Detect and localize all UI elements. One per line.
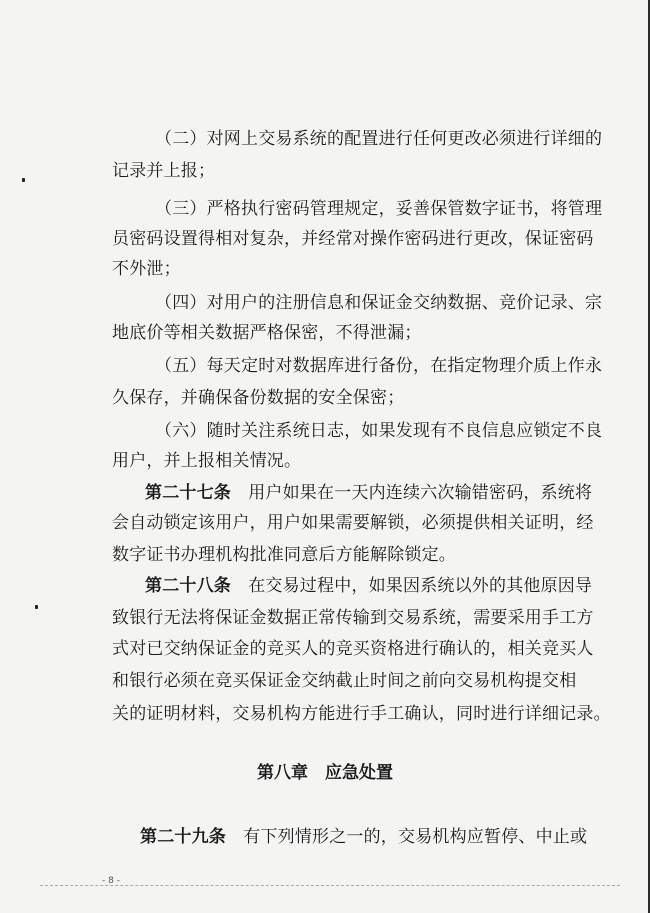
text-line: （六）随时关注系统日志，如果发现有不良信息应锁定不良 xyxy=(155,421,603,441)
text-line: 地底价等相关数据严格保密，不得泄漏； xyxy=(112,323,422,343)
margin-mark xyxy=(22,178,25,182)
text-line: （二）对网上交易系统的配置进行任何更改必须进行详细的 xyxy=(155,129,603,149)
article-27-label: 第二十七条 xyxy=(145,483,231,503)
text-line: 关的证明材料，交易机构方能进行手工确认，同时进行详细记录。 xyxy=(112,704,611,724)
text-line: （四）对用户的注册信息和保证金交纳数据、竞价记录、宗 xyxy=(155,293,603,313)
article-29-text: 有下列情形之一的，交易机构应暂停、中止或 xyxy=(226,827,588,847)
text-line: 记录并上报； xyxy=(112,161,216,181)
page-number: - 8 - xyxy=(102,876,120,886)
text-line: （五）每天定时对数据库进行备份，在指定物理介质上作永 xyxy=(155,356,603,376)
text-line: 不外泄； xyxy=(112,259,181,279)
text-line: 用户，并上报相关情况。 xyxy=(112,451,302,471)
text-line: 久保存，并确保备份数据的安全保密； xyxy=(112,388,405,408)
text-line: 式对已交纳保证金的竞买人的竞买资格进行确认的，相关竞买人 xyxy=(112,639,594,659)
text-line: （三）严格执行密码管理规定，妥善保管数字证书，将管理 xyxy=(155,199,603,219)
chapter-heading: 第八章 应急处置 xyxy=(257,763,393,783)
article-29-label: 第二十九条 xyxy=(140,827,226,847)
text-line: 数字证书办理机构批准同意后方能解除锁定。 xyxy=(112,545,456,565)
article-28-text: 在交易过程中，如果因系统以外的其他原因导 xyxy=(231,576,593,596)
article-27-text: 用户如果在一天内连续六次输错密码，系统将 xyxy=(231,483,593,503)
article-28-line xyxy=(145,575,592,597)
footer-divider xyxy=(40,885,620,887)
text-line: 和银行必须在竞买保证金交纳截止时间之前向交易机构提交相 xyxy=(112,671,577,691)
article-29-line xyxy=(140,826,587,848)
article-27-line xyxy=(145,482,592,504)
text-line: 致银行无法将保证金数据正常传输到交易系统，需要采用手工方 xyxy=(112,608,594,628)
margin-mark xyxy=(35,605,38,609)
text-line: 会自动锁定该用户，用户如果需要解锁，必须提供相关证明，经 xyxy=(112,513,594,533)
text-line: 员密码设置得相对复杂，并经常对操作密码进行更改，保证密码 xyxy=(112,229,594,249)
article-28-label: 第二十八条 xyxy=(145,576,231,596)
